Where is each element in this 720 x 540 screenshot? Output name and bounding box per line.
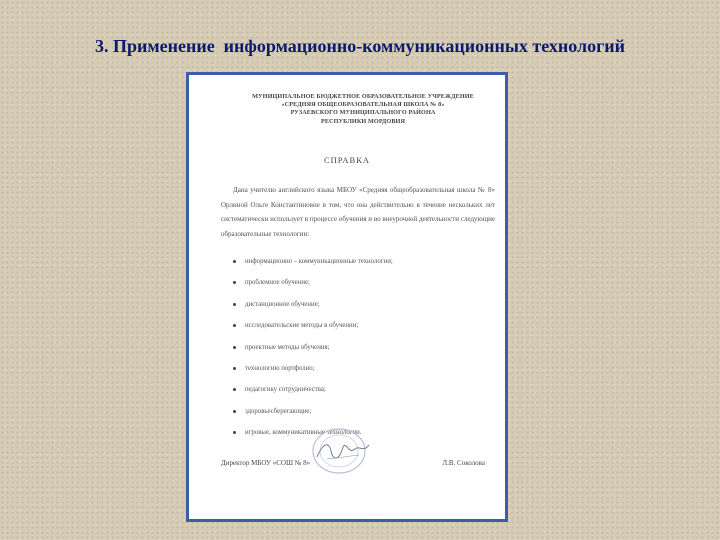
list-item xyxy=(231,278,495,299)
org-header-line: «СРЕДНЯЯ ОБЩЕОБРАЗОВАТЕЛЬНАЯ ШКОЛА № 8» xyxy=(281,101,445,109)
list-item-text: проблемное обучение; xyxy=(245,279,310,287)
list-item-text: исследовательские методы в обучении; xyxy=(245,322,359,330)
list-item xyxy=(231,364,495,385)
list-item xyxy=(231,343,495,364)
document-body: Дана учителю английского языка МБОУ «Средняя общеобразовательная школа № 8» Орлиной Ольге Константиновне в том, что она действительно в течение нескольких лет систематически использует в процессе обучения и во внеурочной деятельности следующие образовательные технологии: xyxy=(221,186,495,238)
list-item xyxy=(231,385,495,406)
list-item-text: игровые, коммуникативные технологии. xyxy=(245,429,362,437)
list-item-text: технологию портфолио; xyxy=(245,364,315,372)
director-label: Директор МБОУ «СОШ № 8» xyxy=(221,459,311,467)
bullet-icon xyxy=(233,367,236,370)
technology-list xyxy=(231,257,495,450)
document-scan xyxy=(186,72,508,522)
director-signature-line xyxy=(221,459,485,467)
list-item xyxy=(231,300,495,321)
list-item-text: проектные методы обучения; xyxy=(245,343,330,351)
bullet-icon xyxy=(233,410,236,413)
director-name: Л.В. Соколова xyxy=(442,459,485,467)
list-item xyxy=(231,257,495,278)
bullet-icon xyxy=(233,346,236,349)
list-item xyxy=(231,407,495,428)
bullet-icon xyxy=(233,303,236,306)
bullet-icon xyxy=(233,324,236,327)
organization-header xyxy=(233,93,493,126)
list-item-text: педагогику сотрудничества; xyxy=(245,386,326,394)
list-item-text: информационно – коммуникационные технологии; xyxy=(245,258,393,265)
list-item xyxy=(231,321,495,342)
document-title: СПРАВКА xyxy=(323,155,371,165)
list-item-text: дистанционное обучение; xyxy=(245,300,320,308)
org-header-line: РУЗАЕВСКОГО МУНИЦИПАЛЬНОГО РАЙОНА xyxy=(290,109,436,117)
bullet-icon xyxy=(233,431,236,434)
slide-title: 3. Применение информационно-коммуникационных технологий xyxy=(94,36,626,56)
bullet-icon xyxy=(233,281,236,284)
org-header-line: МУНИЦИПАЛЬНОЕ БЮДЖЕТНОЕ ОБРАЗОВАТЕЛЬНОЕ УЧРЕЖДЕНИЕ xyxy=(252,93,474,100)
bullet-icon xyxy=(233,260,236,263)
bullet-icon xyxy=(233,388,236,391)
org-header-line: РЕСПУБЛИКИ МОРДОВИЯ xyxy=(320,117,406,125)
list-item-text: здоровьесберегающие; xyxy=(245,407,312,415)
